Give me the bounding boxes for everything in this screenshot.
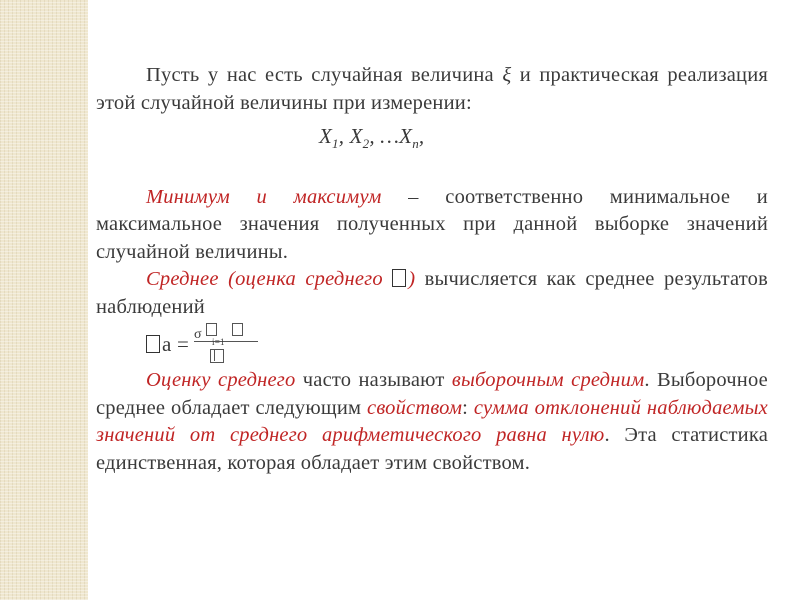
term-mean: Среднее (оценка среднего (146, 268, 393, 291)
series-sep-1: , (338, 124, 350, 148)
term-property: свойством (367, 396, 463, 419)
series-tail: , (418, 124, 425, 148)
paragraph-text-after: и практическая реализация этой случайной величины при измерении: (96, 64, 769, 114)
term-min-max: Минимум и максимум (146, 185, 382, 208)
formula-numerator (194, 323, 258, 348)
sample-mean-text-2: . Выборочное среднее обладает следующим (96, 369, 768, 419)
xi-symbol: ξ (502, 64, 512, 86)
formula-denominator (210, 349, 224, 363)
formula-lhs-text: a = (162, 332, 190, 357)
sample-mean-text-1: часто называют (295, 369, 452, 392)
paragraph-min-max (96, 184, 768, 267)
sum-index: i=1 (212, 337, 225, 348)
min-max-text: – соответственно минимальное и максимальное значения полученных при данной выборке значений случайной величины. (96, 185, 768, 263)
decorative-left-band (0, 0, 88, 600)
paragraph-sample-mean (96, 367, 768, 477)
series-sub-n: n (412, 136, 419, 152)
paragraph-mean (96, 266, 768, 321)
paragraph-text: Пусть у нас есть случайная величина (146, 64, 494, 86)
term-mean-estimate: Оценку среднего (146, 369, 296, 392)
series-xn: …X (380, 124, 413, 148)
formula-lhs (146, 331, 189, 359)
sample-series (96, 123, 768, 158)
term-sample-mean: выборочным средним (451, 369, 645, 392)
missing-glyph-icon (214, 350, 220, 361)
series-x2: X (349, 124, 363, 148)
sample-mean-text-4: . Эта статистика единственная, которая обладает этим свойством. (96, 424, 768, 474)
missing-glyph-icon (392, 269, 406, 287)
missing-glyph-icon (232, 323, 243, 336)
sample-mean-text-3: : (462, 396, 474, 419)
sigma-symbol: σ (194, 327, 202, 343)
slide-content (96, 62, 768, 477)
term-mean-close: ) (408, 268, 416, 291)
mean-formula (96, 323, 768, 367)
missing-glyph-icon (146, 335, 160, 353)
mean-text: вычисляется как среднее результатов наблюдений (96, 268, 768, 318)
series-x1: X (319, 124, 333, 148)
series-sub-1: 1 (332, 136, 339, 152)
paragraph-random-variable (96, 62, 768, 117)
series-sub-2: 2 (362, 136, 370, 152)
series-sep-2: , (369, 124, 381, 148)
term-deviation-sum: сумма отклонений наблюдаемых значений от среднего арифметического равна нулю (96, 396, 768, 447)
